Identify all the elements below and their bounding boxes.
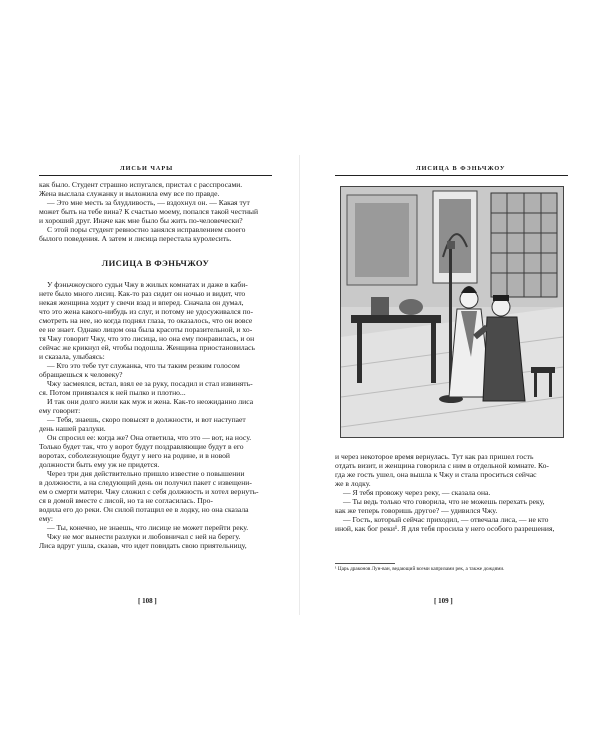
text-line: как было. Студент страшно испугался, пристал с расспросами.	[39, 180, 243, 189]
text-line: — Гость, который сейчас приходил, — отвечала лиса, — не кто	[343, 515, 549, 524]
text-line: отдать визит, и женщина говорила с ним в отдельной комнате. Ко-	[335, 461, 549, 470]
text-line: и через некоторое время вернулась. Тут как раз пришел гость	[335, 452, 534, 461]
text-line: воротах, соболезнующие будут у него на родине, и в новой	[39, 451, 230, 460]
text-line: иной, как бог реки¹. Я для тебя просила у него особого разрешения,	[335, 524, 555, 533]
text-line: нете было много лисиц. Как-то раз сидит он ночью и видит, что	[39, 289, 246, 298]
text-line: Только будет так, что у ворот будут поздравляющие будут в его	[39, 442, 244, 451]
text-line: ее не знает. Однако лицом она была красоты поразительной, и хо-	[39, 325, 253, 334]
text-line: ся. Потом привязался к ней пылко и плотно...	[39, 388, 186, 397]
page-number-right: [ 109 ]	[434, 597, 453, 605]
text-line: должности быть ему уж не придется.	[39, 460, 160, 469]
text-line: И так они долго жили как муж и жена. Как-то неожиданно лиса	[47, 397, 254, 406]
right-page	[300, 155, 592, 615]
right-page-text	[335, 452, 568, 533]
running-head-right: ЛИСИЦА В ФЭНЬЧЖОУ	[416, 165, 506, 172]
illustration-scene	[341, 187, 563, 437]
text-line: в должности, а на следующий день он получил пакет с извещени-	[39, 478, 252, 487]
story-heading: ЛИСИЦА В ФЭНЬЧЖОУ	[101, 258, 210, 268]
text-line: — Кто это тебе тут служанка, что ты таким резким голосом	[47, 361, 240, 370]
illustration	[340, 186, 564, 438]
text-line: Лиса вдруг ушла, сказав, что идет повидать свою приятельницу,	[39, 541, 247, 550]
header-rule-right	[335, 175, 568, 176]
text-line: тя Чжу говорит Чжу, что это лисица, но она ему понравилась, и он	[39, 334, 255, 343]
text-line: некая женщина ходит у свечи взад и вперед. Сначала он думал,	[39, 298, 244, 307]
text-line: день нашей разлуки.	[39, 424, 106, 433]
text-line: гда же гость ушел, она вышла к Чжу и стала проситься сейчас	[335, 470, 537, 479]
footnote: ¹ Царь драконов Лун-ван, ведающий всеми капризами рек, а также дождями.	[335, 566, 505, 572]
page-number-left: [ 108 ]	[138, 597, 157, 605]
text-line: что это жена какого-нибудь из слуг, и потому не удосуживался по-	[39, 307, 254, 316]
text-line: ся в домой вместе с лисой, но та не согласилась. Про-	[39, 496, 213, 505]
text-line: и сказала, улыбаясь:	[39, 352, 105, 361]
header-rule-left	[39, 175, 272, 176]
text-line: ем о смерти матери. Чжу сложил с себя должность и хотел вернуть-	[39, 487, 259, 496]
text-line: былого поведения. А затем и лисица перестала куролесить.	[39, 234, 232, 243]
text-line: Чжу не мог вынести разлуки и любовничал с ней на берегу.	[47, 532, 241, 541]
text-line: может быть на тебе вина? К счастью моему, попался такой честный	[39, 207, 259, 216]
text-line: С этой поры студент ревностно занялся исправлением своего	[47, 225, 246, 234]
text-line: Через три дня действительно пришло известие о повышении	[47, 469, 245, 478]
text-line: ему говорит:	[39, 406, 81, 415]
left-page	[8, 155, 300, 615]
text-line: и хороший друг. Иначе как мне было бы жить по-человечески?	[39, 216, 243, 225]
text-line: У фэньчжоуского судьи Чжу в жилых комнатах и даже в каби-	[47, 280, 248, 289]
text-line: как же теперь говоришь другое? — удивился Чжу.	[335, 506, 498, 515]
text-line: же в лодку.	[335, 479, 371, 488]
left-page-text	[39, 180, 272, 550]
text-line: сейчас же крикнул ей, чтобы подошла. Женщина приостановилась	[39, 343, 255, 352]
text-line: — Ты, конечно, не знаешь, что лисице не может перейти реку.	[47, 523, 249, 532]
text-line: Он спросил ее: когда же? Она ответила, что это — вот, на носу.	[47, 433, 252, 442]
text-line: Жена выслала служанку и выложила ему все по правде.	[39, 189, 220, 198]
text-line: водила его до реки. Он силой потащил ее в лодку, но она сказала	[39, 505, 249, 514]
text-line: — Это мне месть за блудливость, — вздохнул он. — Какая тут	[47, 198, 250, 207]
footnote-rule	[335, 563, 395, 564]
text-line: — Тебя, знаешь, скоро повысят в должности, и вот наступает	[47, 415, 246, 424]
running-head-left: ЛИСЬИ ЧАРЫ	[120, 165, 174, 172]
text-line: Чжу засмеялся, встал, взял ее за руку, посадил и стал извинять-	[47, 379, 253, 388]
text-line: — Я тебя провожу через реку, — сказала она.	[343, 488, 491, 497]
book-spread	[8, 155, 592, 615]
text-line: обращаешься к человеку?	[39, 370, 123, 379]
text-line: ему:	[39, 514, 53, 523]
text-line: смотреть на нее, но когда поднял глаза, то оказалось, что он вовсе	[39, 316, 253, 325]
text-line: — Ты ведь только что говорила, что не можешь перехать реку,	[343, 497, 545, 506]
